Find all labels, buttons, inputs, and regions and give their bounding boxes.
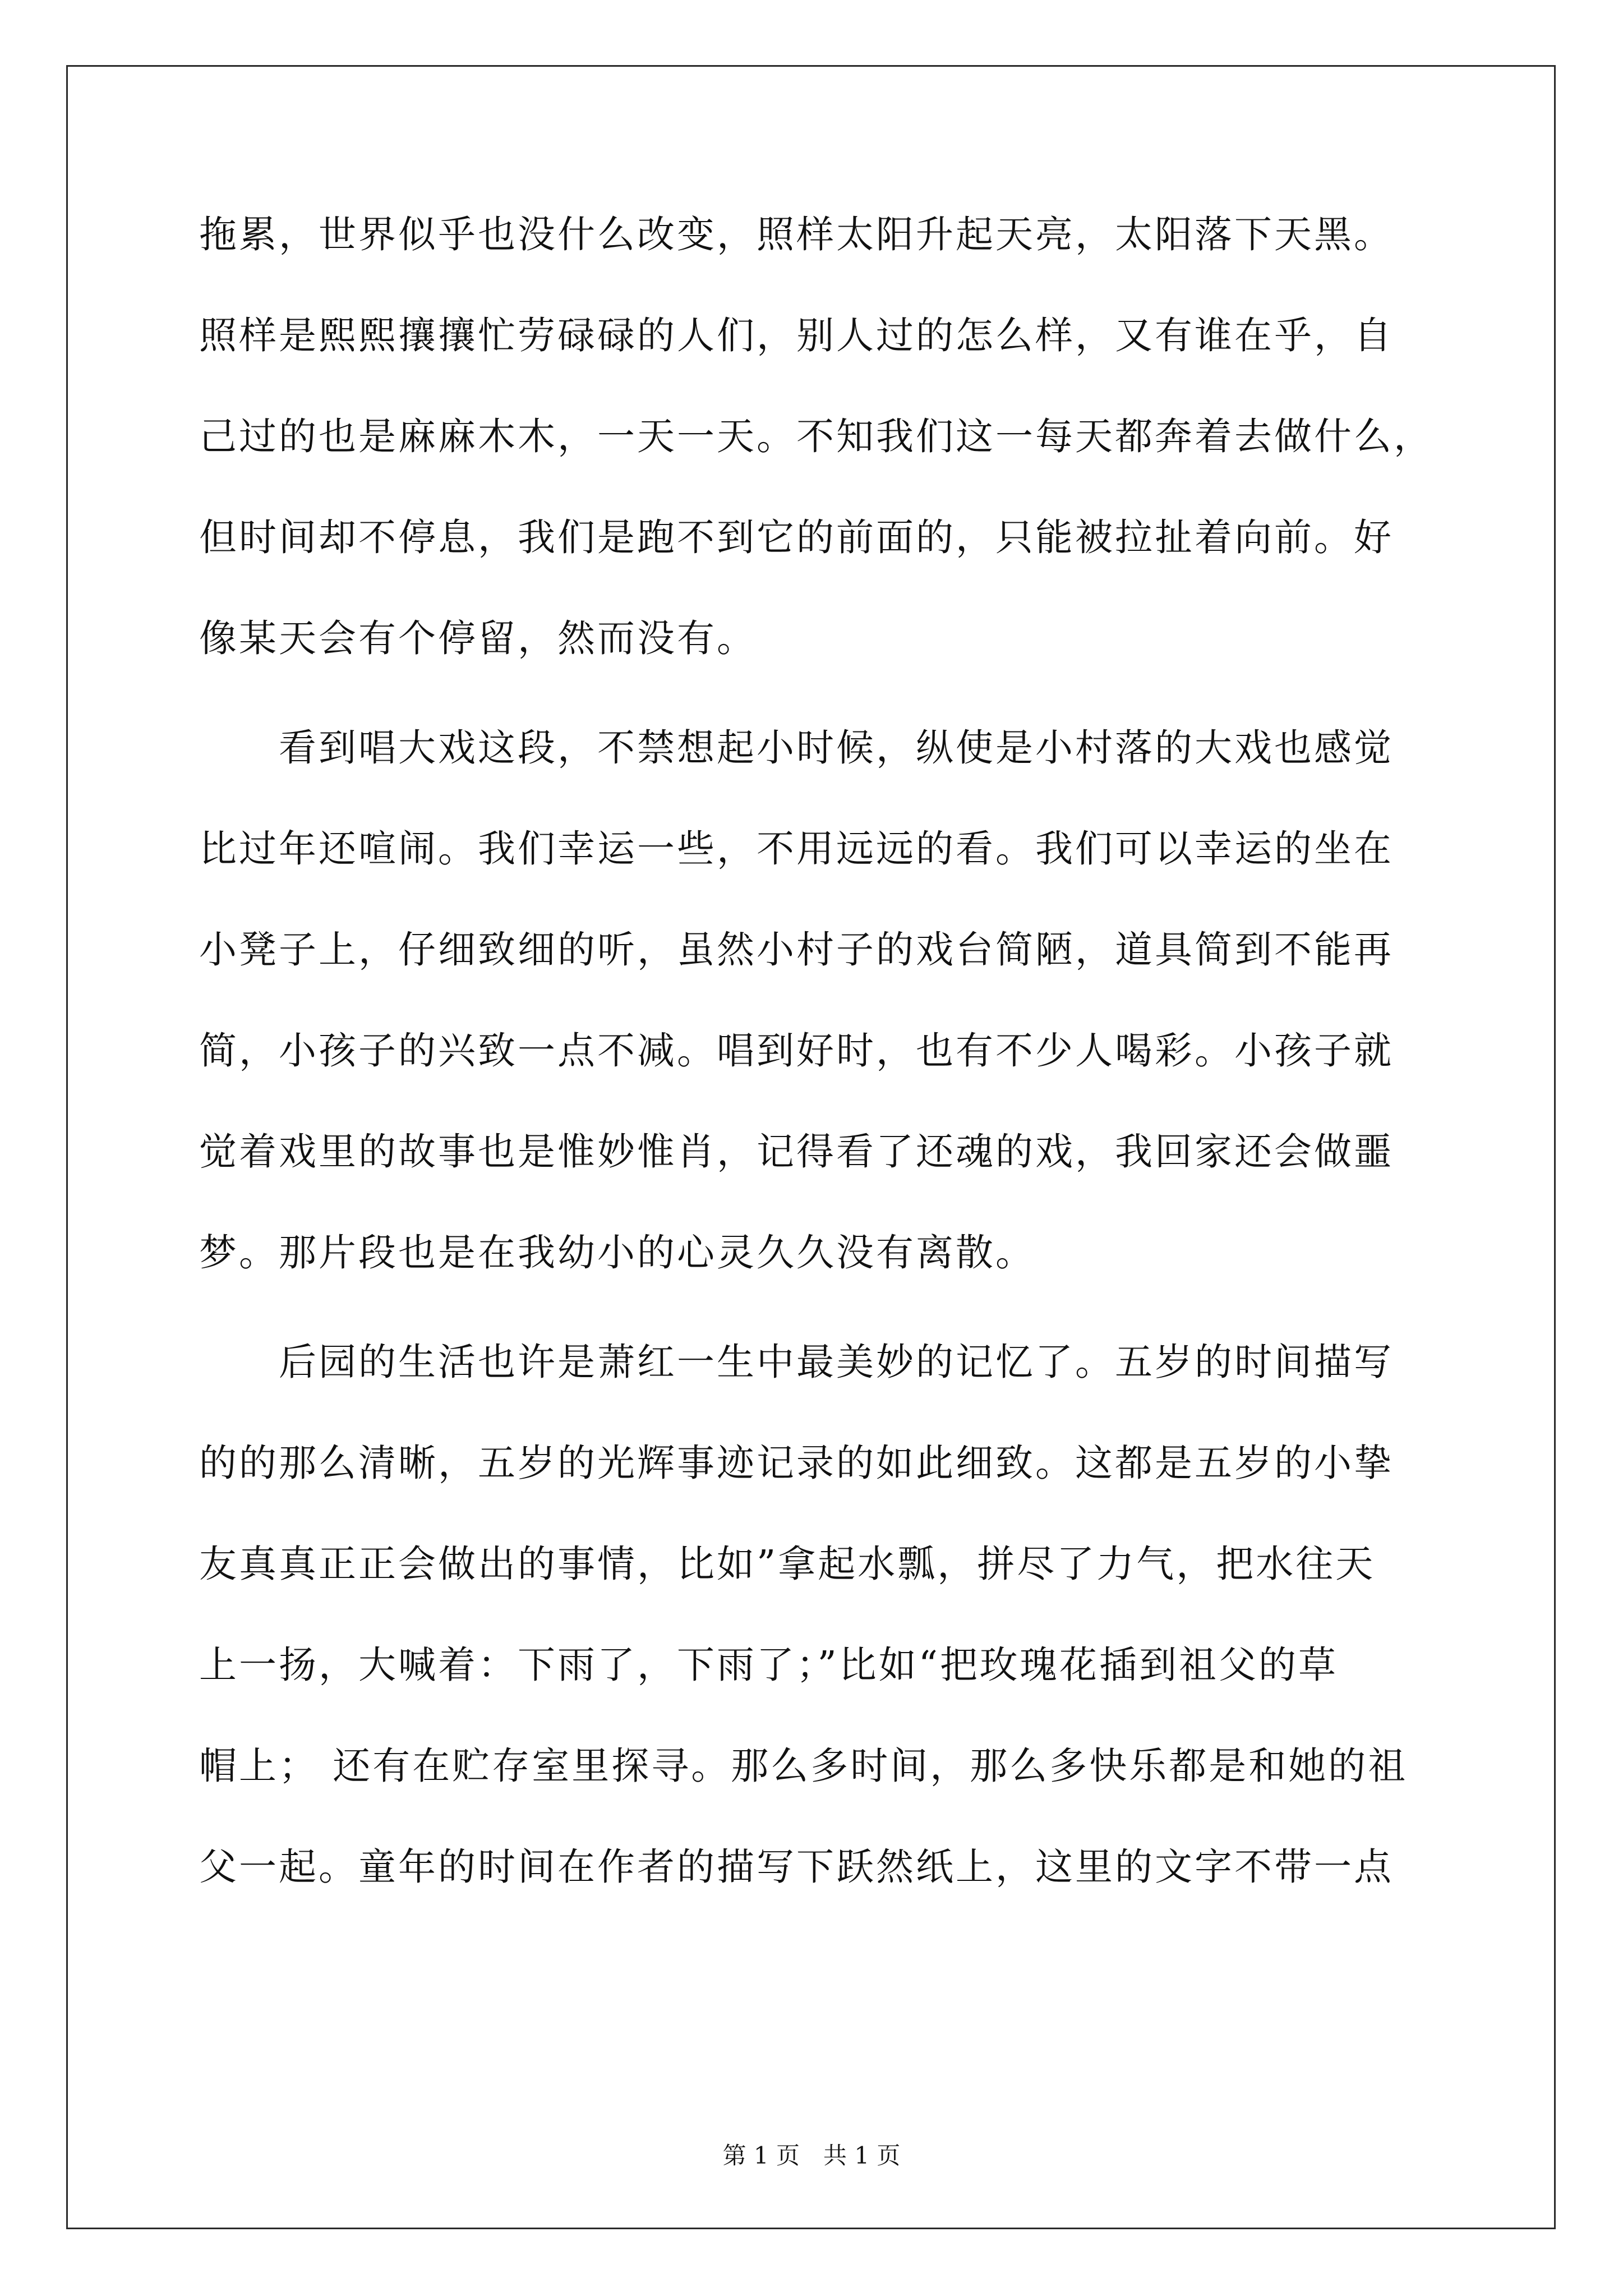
text-line: 帽上； 还有在贮存室里探寻。那么多时间，那么多快乐都是和她的祖 bbox=[199, 1744, 1408, 1788]
text-line: 后园的生活也许是萧红一生中最美妙的记忆了。五岁的时间描写 bbox=[199, 1340, 1394, 1384]
text-line: 觉着戏里的故事也是惟妙惟肖，记得看了还魂的戏，我回家还会做噩 bbox=[199, 1130, 1394, 1174]
text-line: 的的那么清晰，五岁的光辉事迹记录的如此细致。这都是五岁的小挚 bbox=[199, 1441, 1394, 1485]
text-line: 己过的也是麻麻木木，一天一天。不知我们这一每天都奔着去做什么， bbox=[199, 415, 1433, 458]
text-line: 拖累，世界似乎也没什么改变，照样太阳升起天亮，太阳落下天黑。 bbox=[199, 213, 1394, 256]
text-line: 小凳子上，仔细致细的听，虽然小村子的戏台简陋，道具简到不能再 bbox=[199, 928, 1394, 972]
text-line: 像某天会有个停留，然而没有。 bbox=[199, 616, 757, 660]
text-line: 照样是熙熙攘攘忙劳碌碌的人们，别人过的怎么样，又有谁在乎，自 bbox=[199, 314, 1394, 357]
text-line: 比过年还喧闹。我们幸运一些，不用远远的看。我们可以幸运的坐在 bbox=[199, 827, 1394, 871]
text-line: 看到唱大戏这段，不禁想起小时候，纵使是小村落的大戏也感觉 bbox=[199, 726, 1394, 770]
text-line: 梦。那片段也是在我幼小的心灵久久没有离散。 bbox=[199, 1231, 1035, 1274]
page-number-footer: 第 1 页 共 1 页 bbox=[722, 2142, 901, 2169]
text-line: 友真真正正会做出的事情，比如”拿起水瓢，拼尽了力气，把水往天 bbox=[199, 1542, 1376, 1586]
text-line: 但时间却不停息，我们是跑不到它的前面的，只能被拉扯着向前。好 bbox=[199, 516, 1394, 559]
text-line: 上一扬，大喊着：下雨了，下雨了；”比如“把玫瑰花插到祖父的草 bbox=[199, 1643, 1339, 1687]
text-line: 简，小孩子的兴致一点不减。唱到好时，也有不少人喝彩。小孩子就 bbox=[199, 1029, 1394, 1073]
text-line: 父一起。童年的时间在作者的描写下跃然纸上，这里的文字不带一点 bbox=[199, 1845, 1394, 1889]
